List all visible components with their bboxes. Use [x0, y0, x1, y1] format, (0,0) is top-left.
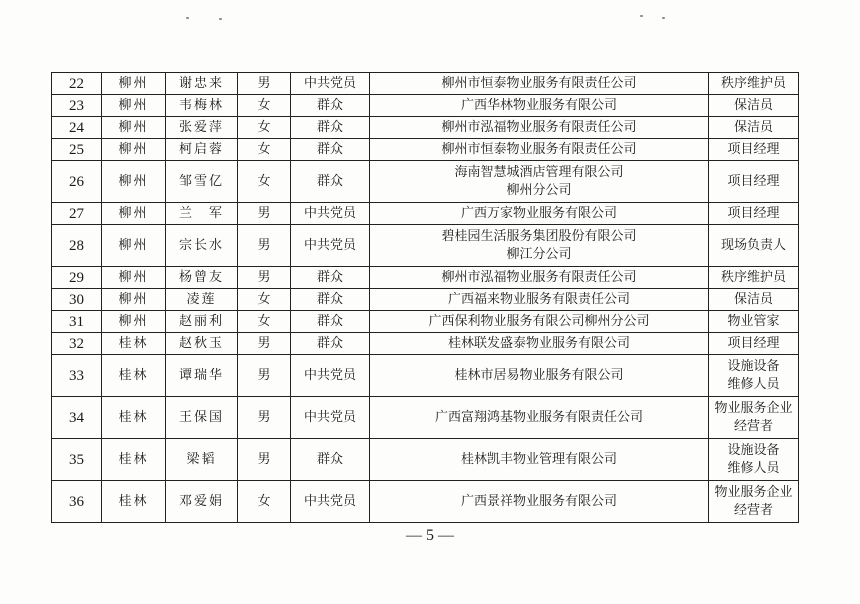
company-cell [370, 355, 709, 397]
role-line: 经营者 [733, 502, 773, 518]
city-cell: 柳州 [102, 73, 166, 95]
row-number-cell: 26 [52, 161, 102, 203]
row-number-cell: 31 [52, 311, 102, 333]
party-status-cell: 群众 [291, 161, 370, 203]
party-status-cell: 群众 [291, 267, 370, 289]
party-status-cell: 中共党员 [291, 73, 370, 95]
company-line: 柳州市泓福物业服务有限责任公司 [441, 269, 637, 285]
name-cell: 邓爱娟 [166, 481, 238, 523]
city-cell: 桂林 [102, 397, 166, 439]
company-cell [370, 117, 709, 139]
table-row [52, 397, 799, 439]
name-cell: 谢忠来 [166, 73, 238, 95]
city-cell: 柳州 [102, 139, 166, 161]
name-cell: 梁韬 [166, 439, 238, 481]
name-cell: 柯启蓉 [166, 139, 238, 161]
table-row [52, 73, 799, 95]
role-line: 设施设备 [727, 358, 780, 374]
table-row [52, 355, 799, 397]
party-status-cell: 中共党员 [291, 481, 370, 523]
party-status-cell: 群众 [291, 95, 370, 117]
company-cell [370, 267, 709, 289]
name-cell: 韦梅林 [166, 95, 238, 117]
company-line: 桂林市居易物业服务有限公司 [454, 367, 624, 383]
row-number-cell: 27 [52, 203, 102, 225]
name-cell: 凌莲 [166, 289, 238, 311]
table-row [52, 481, 799, 523]
role-cell [709, 161, 799, 203]
table-row [52, 267, 799, 289]
gender-cell: 女 [238, 311, 291, 333]
row-number-cell: 23 [52, 95, 102, 117]
row-number-cell: 33 [52, 355, 102, 397]
role-cell [709, 439, 799, 481]
city-cell: 桂林 [102, 333, 166, 355]
table-row [52, 439, 799, 481]
party-status-cell: 群众 [291, 289, 370, 311]
table-row [52, 161, 799, 203]
city-cell: 柳州 [102, 203, 166, 225]
scan-speck [186, 17, 189, 19]
role-line: 项目经理 [727, 335, 780, 351]
company-cell [370, 333, 709, 355]
row-number-cell: 28 [52, 225, 102, 267]
row-number-cell: 29 [52, 267, 102, 289]
party-status-cell: 中共党员 [291, 225, 370, 267]
name-cell: 兰 军 [166, 203, 238, 225]
company-line: 广西景祥物业服务有限公司 [460, 493, 617, 509]
city-cell: 柳州 [102, 117, 166, 139]
company-line: 柳州市泓福物业服务有限责任公司 [441, 119, 637, 135]
company-cell [370, 481, 709, 523]
role-line: 现场负责人 [720, 237, 786, 253]
gender-cell: 男 [238, 73, 291, 95]
scan-speck [640, 15, 643, 17]
role-line: 项目经理 [727, 173, 780, 189]
party-status-cell: 群众 [291, 439, 370, 481]
table-row [52, 117, 799, 139]
role-line: 物业服务企业 [714, 400, 793, 416]
table-row [52, 95, 799, 117]
gender-cell: 男 [238, 267, 291, 289]
gender-cell: 男 [238, 355, 291, 397]
name-cell: 谭瑞华 [166, 355, 238, 397]
role-cell [709, 333, 799, 355]
gender-cell: 男 [238, 225, 291, 267]
role-line: 保洁员 [733, 291, 773, 307]
party-status-cell: 中共党员 [291, 203, 370, 225]
company-line: 桂林联发盛泰物业服务有限公司 [447, 335, 630, 351]
name-cell: 赵丽利 [166, 311, 238, 333]
role-cell [709, 267, 799, 289]
party-status-cell: 群众 [291, 139, 370, 161]
name-cell: 张爱萍 [166, 117, 238, 139]
company-line: 广西保利物业服务有限公司柳州分公司 [428, 313, 650, 329]
company-line: 柳州市恒泰物业服务有限责任公司 [441, 75, 637, 91]
company-cell [370, 95, 709, 117]
gender-cell: 女 [238, 95, 291, 117]
gender-cell: 男 [238, 203, 291, 225]
company-cell [370, 225, 709, 267]
role-line: 设施设备 [727, 442, 780, 458]
row-number-cell: 32 [52, 333, 102, 355]
role-cell [709, 73, 799, 95]
gender-cell: 女 [238, 161, 291, 203]
table-row [52, 225, 799, 267]
role-cell [709, 481, 799, 523]
company-cell [370, 203, 709, 225]
company-line: 柳江分公司 [506, 246, 572, 262]
company-line: 柳州市恒泰物业服务有限责任公司 [441, 141, 637, 157]
gender-cell: 女 [238, 139, 291, 161]
row-number-cell: 25 [52, 139, 102, 161]
company-line: 柳州分公司 [506, 182, 572, 198]
role-cell [709, 289, 799, 311]
city-cell: 柳州 [102, 95, 166, 117]
company-cell [370, 73, 709, 95]
row-number-cell: 22 [52, 73, 102, 95]
name-cell: 邹雪亿 [166, 161, 238, 203]
gender-cell: 男 [238, 397, 291, 439]
scan-speck [662, 17, 665, 19]
role-line: 项目经理 [727, 141, 780, 157]
company-cell [370, 397, 709, 439]
gender-cell: 女 [238, 289, 291, 311]
company-cell [370, 311, 709, 333]
city-cell: 柳州 [102, 267, 166, 289]
role-cell [709, 225, 799, 267]
scan-speck [219, 18, 222, 20]
city-cell: 桂林 [102, 439, 166, 481]
gender-cell: 男 [238, 333, 291, 355]
role-line: 项目经理 [727, 205, 780, 221]
city-cell: 柳州 [102, 161, 166, 203]
party-status-cell: 中共党员 [291, 355, 370, 397]
party-status-cell: 群众 [291, 311, 370, 333]
role-cell [709, 311, 799, 333]
gender-cell: 男 [238, 439, 291, 481]
company-line: 桂林凯丰物业管理有限公司 [460, 451, 617, 467]
role-line: 秩序维护员 [720, 75, 786, 91]
role-line: 维修人员 [727, 376, 780, 392]
company-line: 广西福来物业服务有限责任公司 [447, 291, 630, 307]
role-cell [709, 117, 799, 139]
role-line: 物业服务企业 [714, 484, 793, 500]
company-line: 碧桂园生活服务集团股份有限公司 [441, 228, 637, 244]
page-number: — 5 — [406, 527, 454, 544]
gender-cell: 女 [238, 481, 291, 523]
role-line: 保洁员 [733, 97, 773, 113]
company-cell [370, 139, 709, 161]
roster-table [51, 72, 799, 523]
name-cell: 宗长水 [166, 225, 238, 267]
company-cell [370, 161, 709, 203]
role-line: 维修人员 [727, 460, 780, 476]
party-status-cell: 群众 [291, 333, 370, 355]
role-cell [709, 203, 799, 225]
city-cell: 柳州 [102, 225, 166, 267]
role-line: 物业管家 [727, 313, 780, 329]
company-cell [370, 289, 709, 311]
role-cell [709, 355, 799, 397]
role-line: 秩序维护员 [720, 269, 786, 285]
name-cell: 王保国 [166, 397, 238, 439]
city-cell: 桂林 [102, 355, 166, 397]
row-number-cell: 30 [52, 289, 102, 311]
company-line: 海南智慧城酒店管理有限公司 [454, 164, 624, 180]
row-number-cell: 35 [52, 439, 102, 481]
party-status-cell: 中共党员 [291, 397, 370, 439]
name-cell: 赵秋玉 [166, 333, 238, 355]
roster-body [52, 73, 799, 523]
company-line: 广西万家物业服务有限公司 [460, 205, 617, 221]
table-row [52, 289, 799, 311]
role-line: 经营者 [733, 418, 773, 434]
table-row [52, 139, 799, 161]
role-line: 保洁员 [733, 119, 773, 135]
company-cell [370, 439, 709, 481]
company-line: 广西华林物业服务有限公司 [460, 97, 617, 113]
row-number-cell: 36 [52, 481, 102, 523]
city-cell: 柳州 [102, 289, 166, 311]
table-row [52, 203, 799, 225]
name-cell: 杨曾友 [166, 267, 238, 289]
city-cell: 桂林 [102, 481, 166, 523]
role-cell [709, 139, 799, 161]
company-line: 广西富翔鸿基物业服务有限责任公司 [434, 409, 643, 425]
table-row [52, 311, 799, 333]
gender-cell: 女 [238, 117, 291, 139]
row-number-cell: 24 [52, 117, 102, 139]
role-cell [709, 95, 799, 117]
party-status-cell: 群众 [291, 117, 370, 139]
row-number-cell: 34 [52, 397, 102, 439]
city-cell: 柳州 [102, 311, 166, 333]
table-row [52, 333, 799, 355]
role-cell [709, 397, 799, 439]
